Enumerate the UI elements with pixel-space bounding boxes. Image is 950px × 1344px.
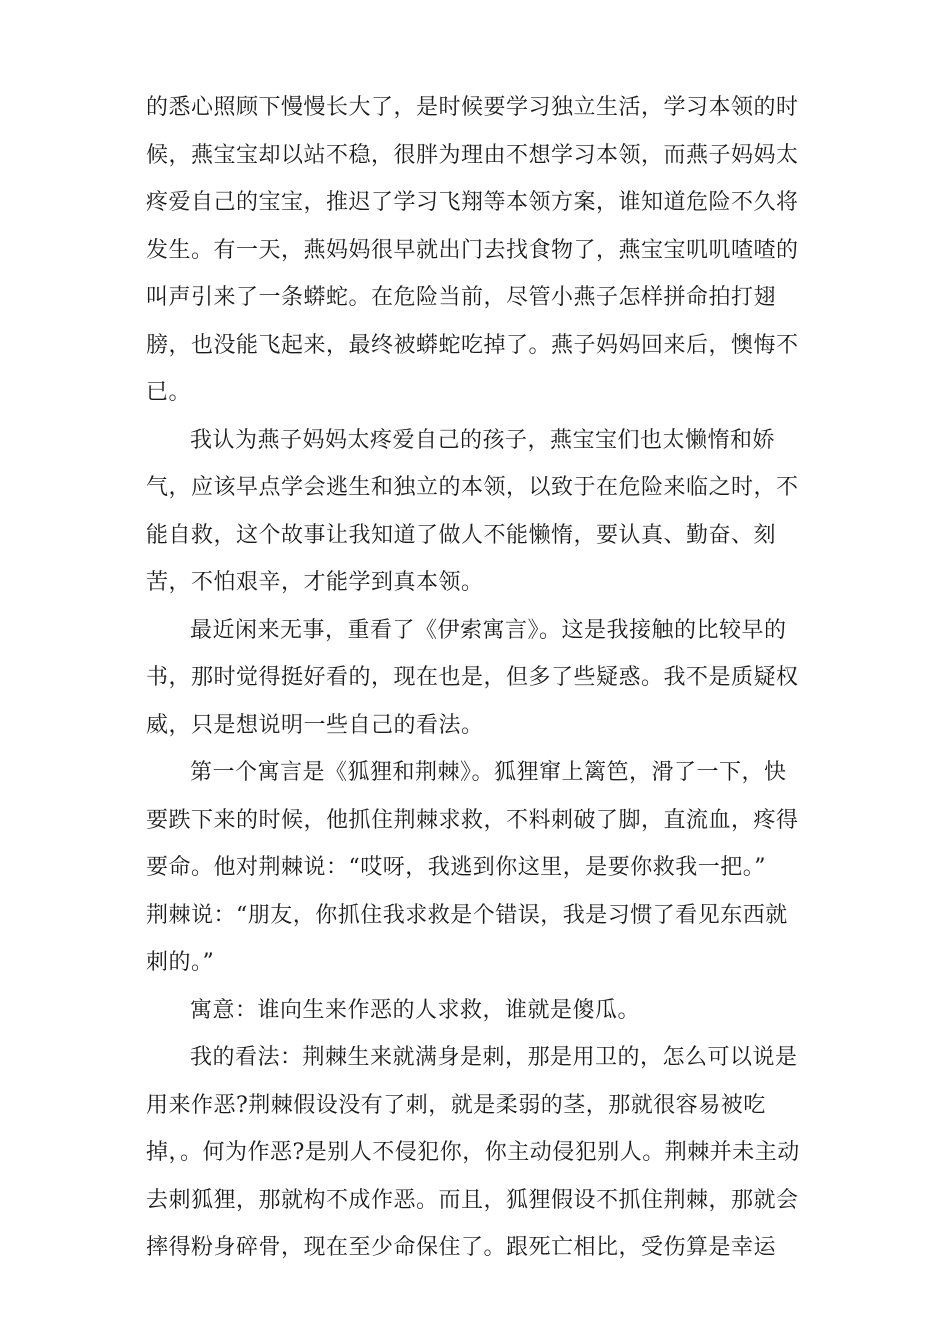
text-line: 掉，。何为作恶?是别人不侵犯你，你主动侵犯别人。荆棘并未主动 [146,1140,800,1165]
text-line: 候，燕宝宝却以站不稳，很胖为理由不想学习本领，而燕子妈妈太 [146,142,799,168]
paragraph-first-line: 第一个寓言是《狐狸和荆棘》。狐狸窜上篱笆，滑了一下，快 [190,760,787,785]
text-line: 用来作恶?荆棘假设没有了刺，就是柔弱的茎，那就很容易被吃 [146,1092,766,1118]
text-line: 摔得粉身碎骨，现在至少命保住了。跟死亡相比，受伤算是幸运 [146,1235,777,1260]
text-line: 刺的。” [146,950,215,975]
text-line: 要命。他对荆棘说：“哎呀，我逃到你这里，是要你救我一把。” [146,855,766,880]
paragraph-first-line: 最近闲来无事，重看了《伊索寓言》。这是我接触的比较早的 [190,617,787,643]
paragraph-first-line: 我认为燕子妈妈太疼爱自己的孩子，燕宝宝们也太懒惰和娇 [190,427,776,453]
text-line: 疼爱自己的宝宝，推迟了学习飞翔等本领方案，谁知道危险不久将 [146,190,799,215]
text-line: 去刺狐狸，那就构不成作恶。而且，狐狸假设不抓住荆棘，那就会 [146,1187,799,1213]
body-text [146,84,811,1272]
text-line: 苦，不怕艰辛，才能学到真本领。 [146,570,484,595]
text-line: 荆棘说：“朋友，你抓住我求救是个错误，我是习惯了看见东西就 [146,902,788,928]
paragraph-first-line: 寓意：谁向生来作恶的人求救，谁就是傻瓜。 [190,997,641,1023]
text-line: 要跌下来的时候，他抓住荆棘求救，不料刺破了脚，直流血，疼得 [146,807,799,833]
text-line: 能自救，这个故事让我知道了做人不能懒惰，要认真、勤奋、刻 [146,522,777,548]
text-line: 发生。有一天，燕妈妈很早就出门去找食物了，燕宝宝叽叽喳喳的 [146,237,799,263]
text-line: 威，只是想说明一些自己的看法。 [146,712,484,738]
paragraph-first-line: 我的看法：荆棘生来就满身是刺，那是用卫的，怎么可以说是 [190,1045,798,1070]
text-line: 叫声引来了一条蟒蛇。在危险当前，尽管小燕子怎样拼命拍打翅 [146,285,777,310]
text-line: 的悉心照顾下慢慢长大了，是时候要学习独立生活，学习本领的时 [146,95,799,120]
text-line: 气，应该早点学会逃生和独立的本领，以致于在危险来临之时，不 [146,475,799,500]
text-line: 膀，也没能飞起来，最终被蟒蛇吃掉了。燕子妈妈回来后，懊悔不 [146,332,799,358]
text-line: 书，那时觉得挺好看的，现在也是，但多了些疑惑。我不是质疑权 [146,665,799,690]
text-line: 已。 [146,380,192,405]
